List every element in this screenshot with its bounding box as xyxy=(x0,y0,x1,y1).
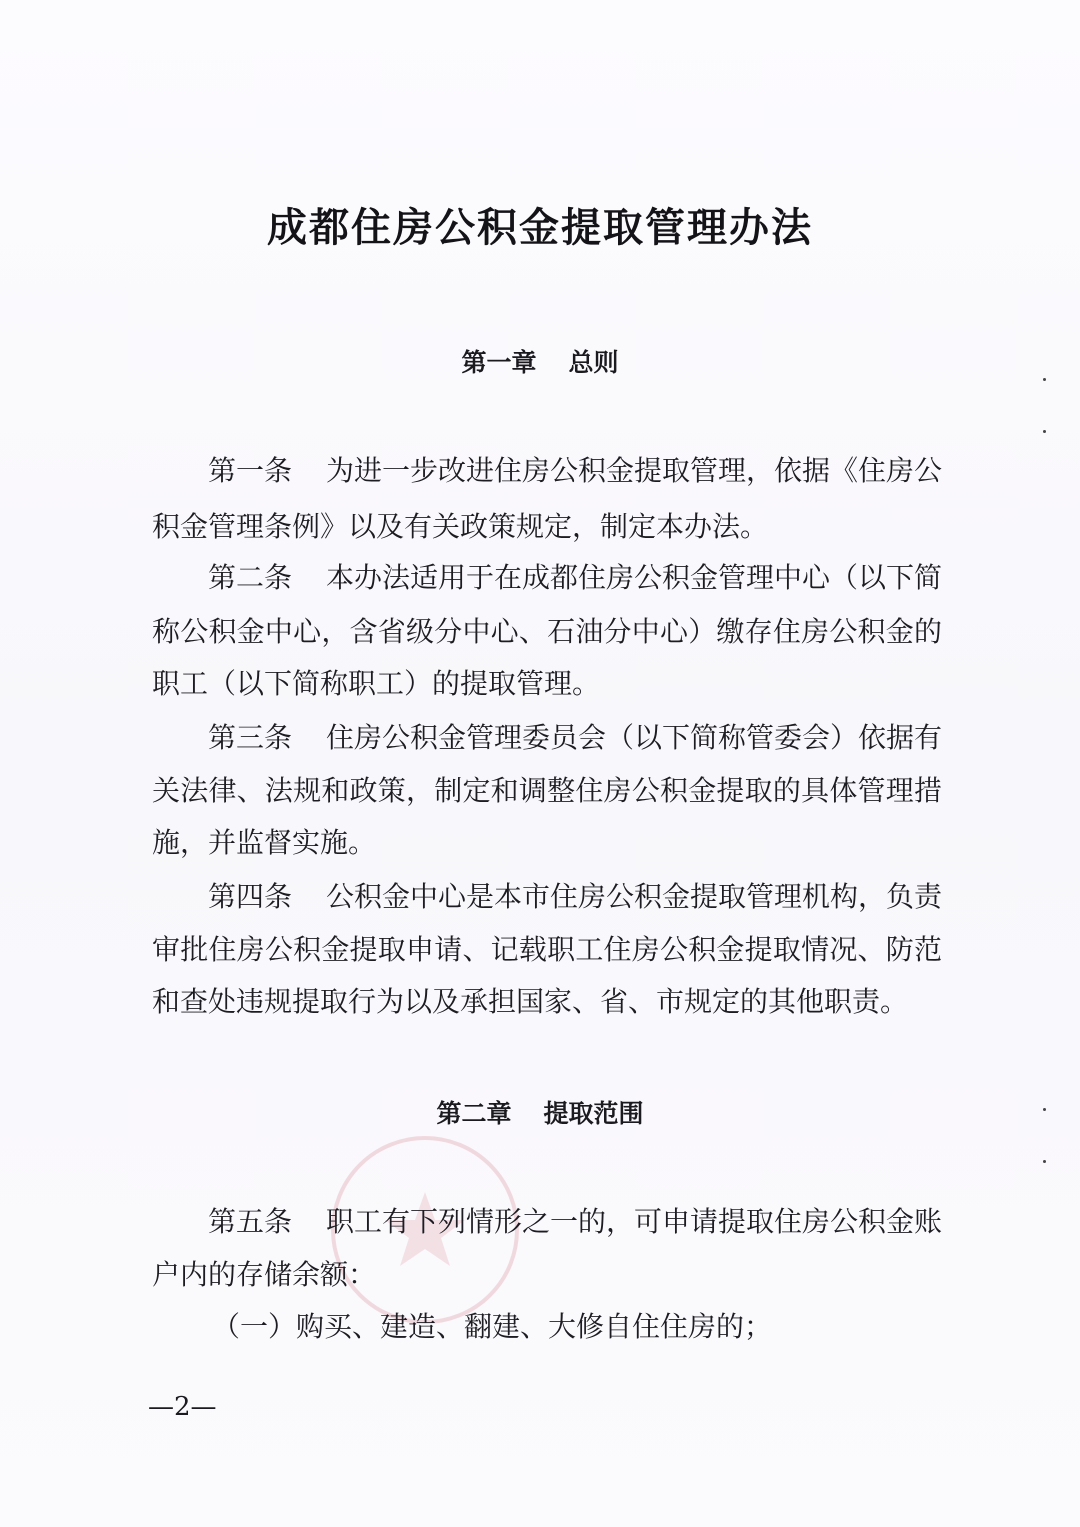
list-item-1: （一）购买、建造、翻建、大修自住住房的； xyxy=(212,1310,773,1343)
article-4-line-1 xyxy=(208,875,942,915)
chapter-number: 第一章 xyxy=(461,348,537,377)
article-text: 为进一步改进住房公积金提取管理，依据《住房公 xyxy=(326,454,943,487)
article-1-line-2: 积金管理条例》以及有关政策规定，制定本办法。 xyxy=(152,510,769,543)
article-label: 第三条 xyxy=(208,721,293,754)
article-3-line-2: 关法律、法规和政策，制定和调整住房公积金提取的具体管理措 xyxy=(152,774,942,807)
article-3-line-1 xyxy=(208,716,942,756)
scan-speck xyxy=(1043,430,1046,433)
article-label: 第一条 xyxy=(208,454,293,487)
article-2-line-3: 职工（以下简称职工）的提取管理。 xyxy=(152,667,601,700)
article-text: 本办法适用于在成都住房公积金管理中心（以下简 xyxy=(326,561,943,594)
article-label: 第五条 xyxy=(208,1205,293,1238)
chapter-heading-2 xyxy=(0,1094,1080,1130)
chapter-name: 总则 xyxy=(568,348,619,377)
chapter-number: 第二章 xyxy=(436,1099,512,1128)
article-text: 职工有下列情形之一的，可申请提取住房公积金账 xyxy=(326,1205,943,1238)
article-5-line-2: 户内的存储余额： xyxy=(152,1258,377,1291)
article-2-line-1 xyxy=(208,556,942,596)
scan-speck xyxy=(1043,1108,1046,1111)
chapter-heading-1 xyxy=(0,343,1080,379)
article-1-line-1 xyxy=(208,449,942,489)
article-3-line-3: 施，并监督实施。 xyxy=(152,826,377,859)
article-4-line-2: 审批住房公积金提取申请、记载职工住房公积金提取情况、防范 xyxy=(152,933,942,966)
article-label: 第四条 xyxy=(208,880,293,913)
article-text: 住房公积金管理委员会（以下简称管委会）依据有 xyxy=(326,721,943,754)
article-4-line-3: 和查处违规提取行为以及承担国家、省、市规定的其他职责。 xyxy=(152,985,909,1018)
scan-speck xyxy=(1043,378,1046,381)
chapter-name: 提取范围 xyxy=(543,1099,644,1128)
scan-speck xyxy=(1043,1160,1046,1163)
article-label: 第二条 xyxy=(208,561,293,594)
page-number: —2— xyxy=(148,1392,217,1422)
article-text: 公积金中心是本市住房公积金提取管理机构，负责 xyxy=(326,880,943,913)
article-5-line-1 xyxy=(208,1200,942,1240)
document-title: 成都住房公积金提取管理办法 xyxy=(267,204,813,251)
article-2-line-2: 称公积金中心，含省级分中心、石油分中心）缴存住房公积金的 xyxy=(152,615,942,648)
